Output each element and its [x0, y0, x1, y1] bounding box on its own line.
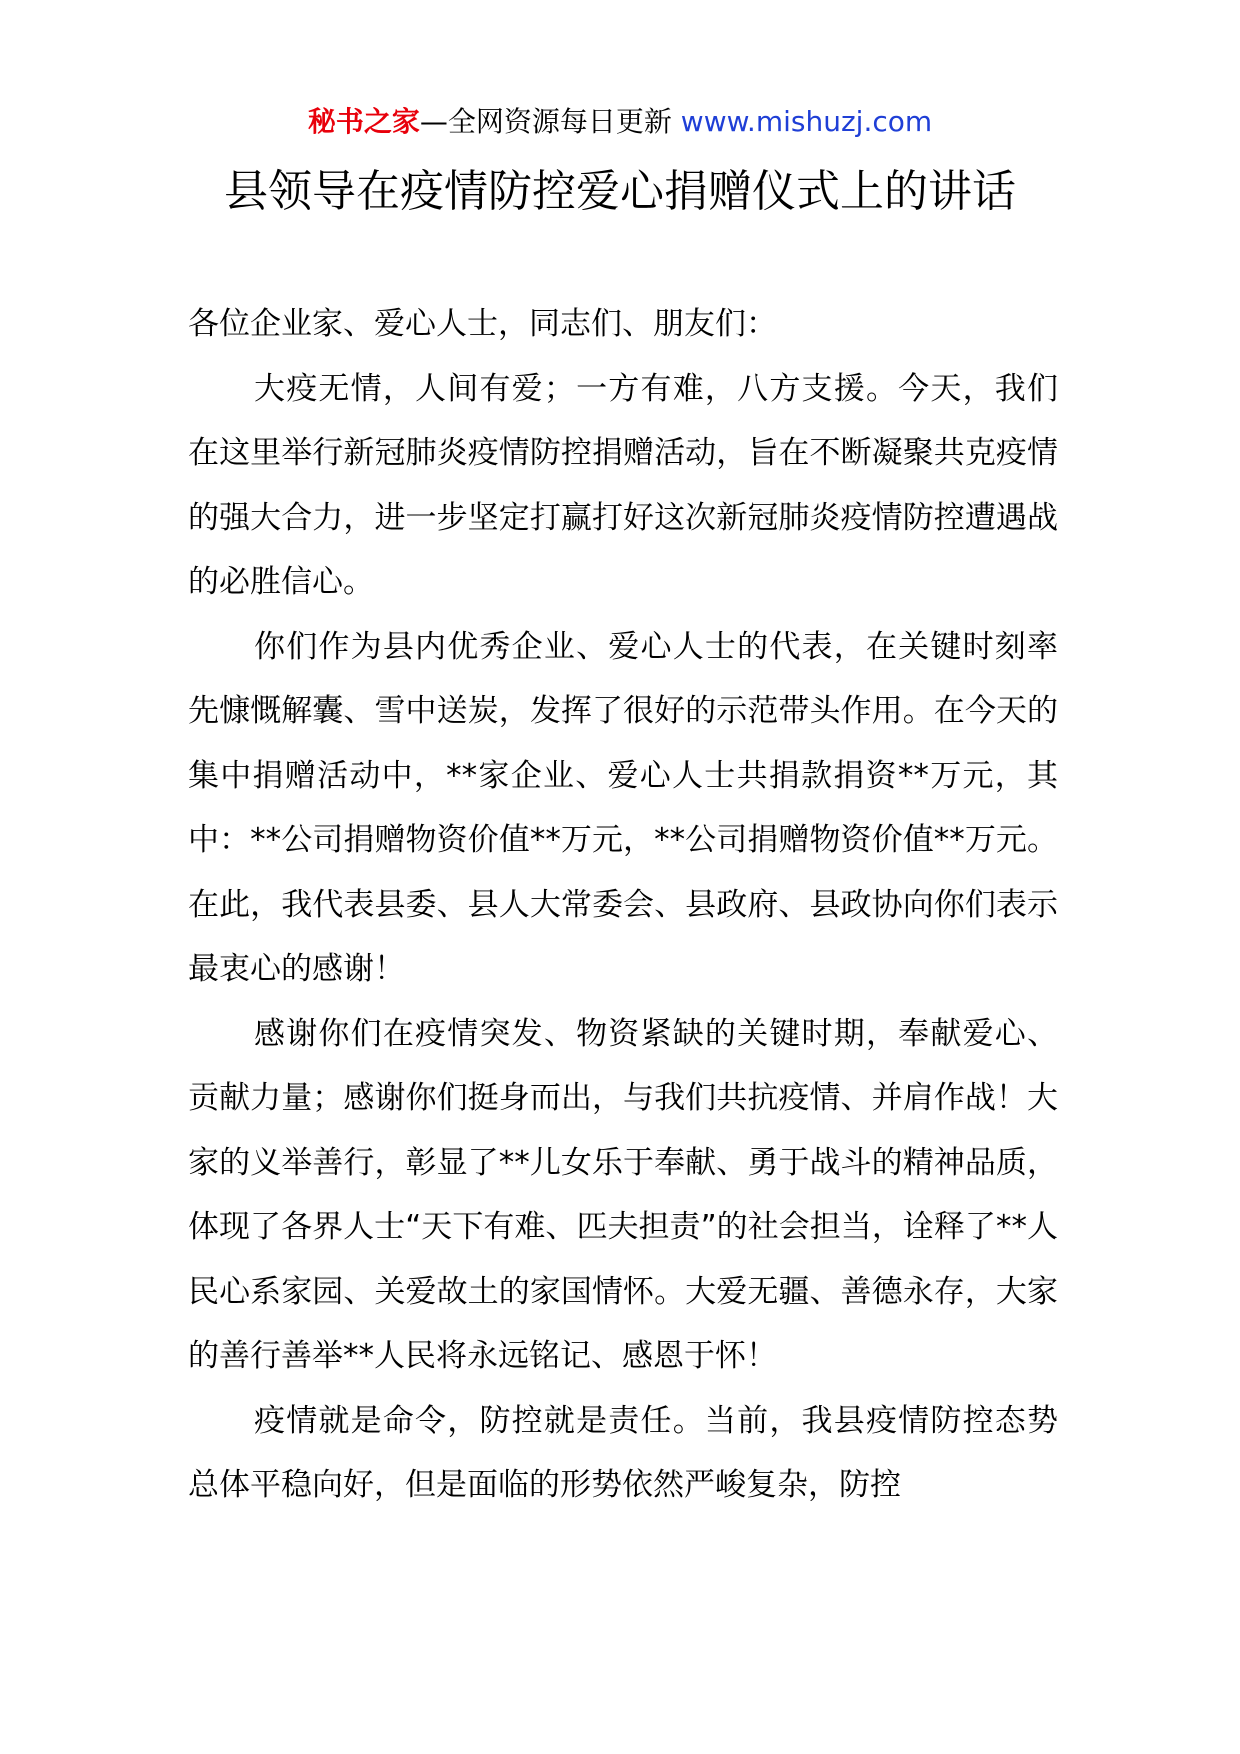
paragraph: 你们作为县内优秀企业、爱心人士的代表，在关键时刻率先慷慨解囊、雪中送炭，发挥了很好的示范带头作用。在今天的集中捐赠活动中，**家企业、爱心人士共捐款捐资**万元，其中：**公司捐赠物资价值**万元，**公司捐赠物资价值**万元。在此，我代表县委、县人大常委会、县政府、县政协向你们表示最衷心的感谢！: [188, 628, 1058, 987]
document-body: [188, 292, 1058, 1518]
paragraph: 疫情就是命令，防控就是责任。当前，我县疫情防控态势总体平稳向好，但是面临的形势依然严峻复杂，防控: [188, 1402, 1058, 1503]
salutation: 各位企业家、爱心人士，同志们、朋友们：: [188, 306, 777, 342]
site-header: [0, 100, 1240, 144]
document-title: 县领导在疫情防控爱心捐赠仪式上的讲话: [224, 166, 1016, 217]
site-tagline: —全网资源每日更新: [419, 105, 672, 138]
brand-name: 秘书之家: [307, 105, 420, 138]
paragraph: 感谢你们在疫情突发、物资紧缺的关键时期，奉献爱心、贡献力量；感谢你们挺身而出，与我们共抗疫情、并肩作战！大家的义举善行，彰显了**儿女乐于奉献、勇于战斗的精神品质，体现了各界人士“天下有难、匹夫担责”的社会担当，诠释了**人民心系家园、关爱故土的家国情怀。大爱无疆、善德永存，大家的善行善举**人民将永远铭记、感恩于怀！: [188, 1015, 1058, 1374]
paragraph: 大疫无情，人间有爱；一方有难，八方支援。今天，我们在这里举行新冠肺炎疫情防控捐赠活动，旨在不断凝聚共克疫情的强大合力，进一步坚定打赢打好这次新冠肺炎疫情防控遭遇战的必胜信心。: [188, 370, 1058, 600]
site-url-link[interactable]: www.mishuzj.com: [680, 105, 933, 138]
